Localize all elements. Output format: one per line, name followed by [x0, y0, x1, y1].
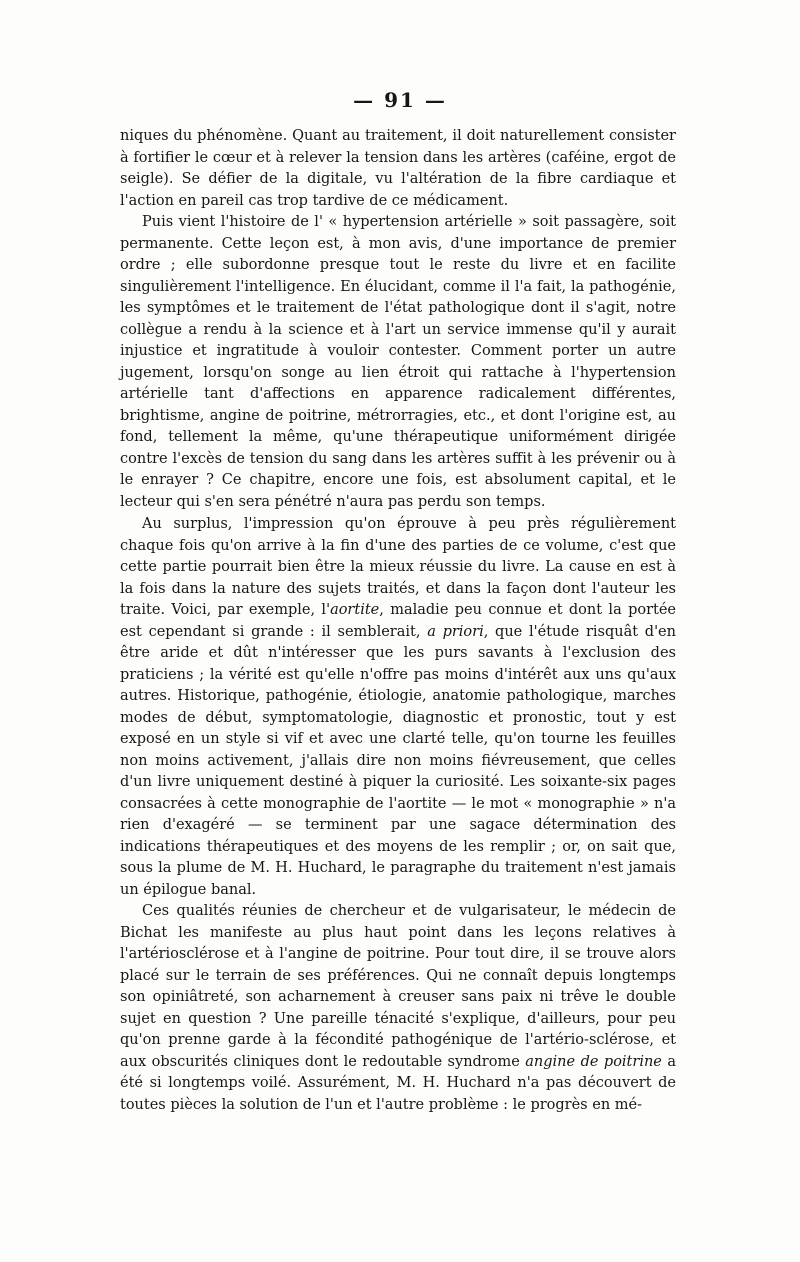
paragraph: [120, 514, 676, 901]
paragraph: [120, 901, 676, 1116]
text-block-upper: [120, 126, 676, 513]
paragraph: niques du phénomène. Quant au traitement, il doit naturellement consister à fortifier le cœur et à relever la tension dans les artères (caféine, ergot de seigle). Se défier de la digitale, vu l'altération de la fibre cardiaque et l'action en pareil cas trop tardive de ce médicament.: [120, 128, 676, 209]
text-span: , que l'étude risquât d'en être aride et dût n'intéresser que les purs savants à l'exclusion des praticiens ; la vérité est qu'elle n'offre pas moins d'intérêt aux uns qu'aux autres. Historique, pathogénie, étiologie, anatomie pathologique, marches modes de début, symptomatologie, diagnostic et pronostic, tout y est exposé en un style si vif et avec une clarté telle, qu'on tourne les feuilles non moins activement, j'allais dire non moins fiévreusement, que celles d'un livre uniquement destiné à piquer la curiosité. Les soixante-six pages consacrées à cette monographie de l'aortite — le mot « monographie » n'a rien d'exagéré — se terminent par une sagace détermination des indications thérapeutiques et des moyens de les remplir ; or, on sait que, sous la plume de M. H. Huchard, le paragraphe du traitement n'est jamais un épilogue banal.: [120, 623, 676, 898]
text-span: a été si longtemps voilé. Assurément, M. H. Huchard n'a pas découvert de toutes pièces la solution de l'un et l'autre problème : le progrès en mé-: [120, 1053, 676, 1113]
text-span: Au surplus, l'impression qu'on éprouve à peu près régulièrement chaque fois qu'on arrive à la fin d'une des parties de ce volume, c'est que cette partie pourrait bien être la mieux réussie du livre. La cause en est à la fois dans la nature des sujets traités, et dans la façon dont l'auteur les traite. Voici, par exemple, l': [120, 516, 676, 618]
text-block-lower: [120, 514, 676, 1116]
italic-term: a priori: [427, 623, 484, 640]
text-span: , maladie peu connue et dont la portée est cependant si grande : il semblerait,: [120, 602, 676, 640]
page-number: — 91 —: [353, 88, 447, 112]
italic-term: aortite: [330, 602, 380, 618]
paragraph: Puis vient l'histoire de l' « hypertension artérielle » soit passagère, soit permanente. Cette leçon est, à mon avis, d'une importance de premier ordre ; elle subordonne presque tout le reste du livre et en facilite singulièrement l'intelligence. En élucidant, comme il l'a fait, la pathogénie, les symptômes et le traitement de l'état pathologique dont il s'agit, notre collègue a rendu à la science et à l'art un service immense qu'il y aurait injustice et ingratitude à vouloir contester. Comment porter un autre jugement, lorsqu'on songe au lien étroit qui rattache à l'hypertension artérielle tant d'affections en apparence radicalement différentes, brightisme, angine de poitrine, métrorragies, etc., et dont l'origine est, au fond, tellement la même, qu'une thérapeutique uniformément dirigée contre l'excès de tension du sang dans les artères suffit à les prévenir ou à le enrayer ? Ce chapitre, encore une fois, est absolument capital, et le lecteur qui s'en sera pénétré n'aura pas perdu son temps.: [120, 214, 676, 510]
italic-term: angine de poitrine: [525, 1053, 662, 1070]
text-span: Ces qualités réunies de chercheur et de vulgarisateur, le médecin de Bichat les manifeste au plus haut point dans les leçons relatives à l'artériosclérose et à l'angine de poitrine. Pour tout dire, il se trouve alors placé sur le terrain de ses préférences. Qui ne connaît depuis longtemps son opiniâtreté, son acharnement à creuser sans paix ni trêve le double sujet en question ? Une pareille ténacité s'explique, d'ailleurs, pour peu qu'on prenne garde à la fécondité pathogénique de l'artério-sclérose, et aux obscurités cliniques dont le redoutable syndrome: [120, 903, 676, 1070]
